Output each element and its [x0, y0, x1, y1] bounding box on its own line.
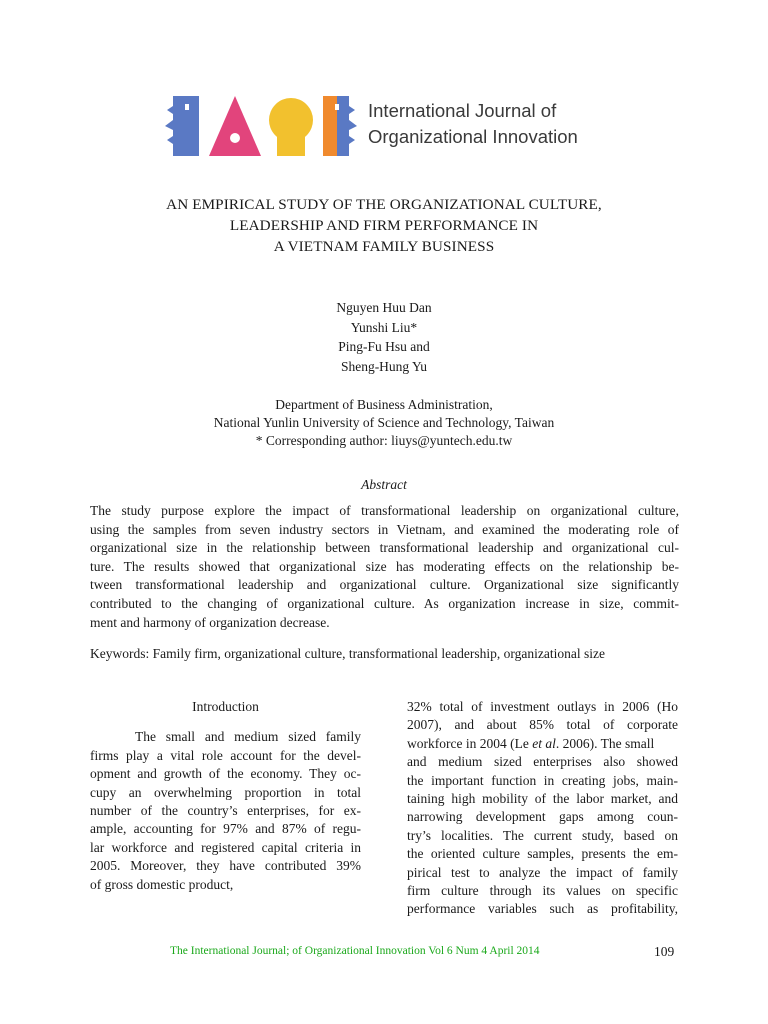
journal-name-line1: International Journal of: [368, 100, 557, 121]
abstract-body: [90, 502, 679, 632]
journal-name-line2: Organizational Innovation: [368, 126, 578, 147]
citation-text: . 2006). The small: [555, 735, 655, 751]
body-line: the oriented culture samples, presents the em-: [407, 846, 678, 862]
abstract-line: using the samples from seven industry sectors in Vietnam, and examined the moderating role of: [90, 521, 679, 537]
author-name: Sheng-Hung Yu: [340, 358, 428, 374]
body-line: narrowing development gaps among coun-: [407, 809, 678, 825]
title-line-2: LEADERSHIP AND FIRM PERFORMANCE IN: [229, 217, 539, 234]
title-line-3: A VIETNAM FAMILY BUSINESS: [273, 238, 495, 255]
body-line: firm culture through its values on specific: [407, 882, 678, 898]
body-line: pirical test to analyze the impact of family: [407, 864, 678, 880]
citation-text: workforce in 2004 (Le: [407, 735, 533, 751]
abstract-line: ture. The results showed that organizational size has moderating effects on the relationship be-: [90, 558, 679, 574]
body-line: 32% total of investment outlays in 2006 (Ho: [407, 699, 678, 714]
abstract-line: tween transformational leadership and organizational culture. Organizational size significantly: [90, 577, 679, 593]
body-line: taining high mobility of the labor market, and: [407, 790, 678, 806]
body-line: cupy an overwhelming proportion in total: [90, 784, 361, 800]
abstract-line: The study purpose explore the impact of transformational leadership on organizational culture,: [90, 503, 679, 518]
body-line: 2005. Moreover, they have contributed 39%: [90, 858, 361, 874]
abstract-line: contributed to the changing of organizational culture. As organization increase in size, commit-: [90, 595, 679, 611]
journal-name: [368, 98, 578, 150]
page-number: 109: [654, 944, 675, 959]
citation-et-al: et al: [532, 735, 556, 751]
body-line: try’s localities. The current study, based on: [407, 827, 678, 843]
author-name: Yunshi Liu*: [350, 319, 418, 335]
abstract-heading: Abstract: [361, 477, 407, 492]
body-line: and medium sized enterprises also showed: [407, 754, 678, 770]
abstract-line: ment and harmony of organization decrease.: [90, 614, 330, 630]
corresponding-author: * Corresponding author: liuys@yuntech.edu.tw: [255, 433, 513, 448]
body-line: the important function in creating jobs, main-: [407, 772, 678, 788]
keywords: Keywords: Family firm, organizational culture, transformational leadership, organizational size: [90, 646, 605, 661]
affiliation-university: National Yunlin University of Science and Technology, Taiwan: [213, 415, 555, 430]
body-line: 2007), and about 85% total of corporate: [407, 717, 678, 733]
author-list: [84, 298, 684, 376]
author-name: Nguyen Huu Dan: [336, 300, 432, 315]
abstract-line: organizational size in the relationship between transformational leadership and organizational cul-: [90, 540, 679, 556]
body-column-right: [407, 698, 678, 919]
body-column-left: [90, 698, 361, 894]
body-line: The small and medium sized family: [135, 729, 361, 745]
affiliation-dept: Department of Business Administration,: [275, 397, 493, 412]
section-heading-introduction: Introduction: [192, 699, 259, 714]
body-line: of gross domestic product,: [90, 876, 234, 892]
author-name: Ping-Fu Hsu and: [338, 339, 430, 354]
body-line: firms play a vital role account for the devel-: [90, 747, 361, 763]
body-line: lar workforce and registered capital criteria in: [90, 839, 361, 855]
title-line-1: AN EMPIRICAL STUDY OF THE ORGANIZATIONAL CULTURE,: [166, 196, 602, 213]
journal-header: [163, 86, 603, 168]
body-line: ample, accounting for 97% and 87% of regu-: [90, 821, 361, 837]
footer-citation: The International Journal; of Organizational Innovation Vol 6 Num 4 April 2014: [170, 945, 540, 957]
body-line: opment and growth of the economy. They oc-: [90, 766, 361, 782]
paper-title: [84, 194, 684, 257]
body-line: number of the country’s enterprises, for ex-: [90, 802, 361, 818]
iaoi-logo-icon: [163, 86, 363, 168]
body-line-citation: [407, 735, 678, 753]
body-line: performance variables such as profitability,: [407, 901, 678, 917]
affiliation: [84, 396, 684, 450]
